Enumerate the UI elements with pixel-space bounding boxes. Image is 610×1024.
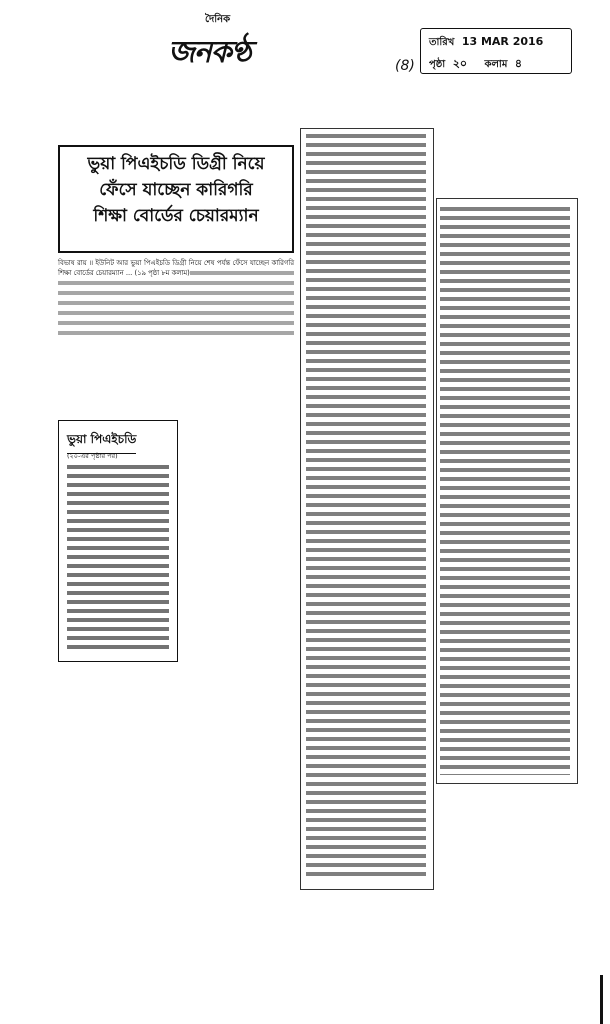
continuation-box [58,420,178,662]
scan-edge-mark [600,975,603,1024]
stamp-page-row [429,55,522,74]
continuation-subtitle: (২০-এর পৃষ্ঠার পর) [67,452,118,460]
right-column-body-text [440,205,570,775]
stamp-column-label: কলাম [484,59,508,70]
archive-stamp [420,28,572,74]
lead-paragraph [58,258,294,338]
masthead-daily-label: দৈনিক [205,14,231,25]
lead-paragraph-text: বিভাষ রায় ॥ ইউনিট আর ভুয়া পিএইচডি ডিগ্রী নিয়ে শেষ পর্যন্ত ফেঁসে যাচ্ছেন কারিগরি শিক্ষা বোর্ডের চেয়ারম্যান ... (১৯ পৃষ্ঠা ৮ম কলাম) [58,259,294,277]
continuation-title: ভুয়া পিএইচডি [67,431,136,454]
stamp-date-label: তারিখ [429,37,455,48]
continuation-body-text [67,463,169,653]
newspaper-masthead: জনকণ্ঠ [168,35,251,70]
stamp-date-row [429,35,543,52]
headline-line-2: ফেঁসে যাচ্ছেন কারিগরি [99,180,253,200]
stamp-page-label: পৃষ্ঠা [429,59,446,70]
stamp-date-value: 13 MAR 2016 [461,35,544,48]
main-column-body-text [306,132,426,880]
headline-line-3: শিক্ষা বোর্ডের চেয়ারম্যান [93,206,259,226]
headline-line-1: ভুয়া পিএইচডি ডিগ্রী নিয়ে [87,154,265,174]
article-headline [58,145,294,253]
stamp-column-value: ৪ [514,57,523,70]
stamp-page-value: ২০ [452,57,467,70]
clip-number: (8) [395,58,415,74]
